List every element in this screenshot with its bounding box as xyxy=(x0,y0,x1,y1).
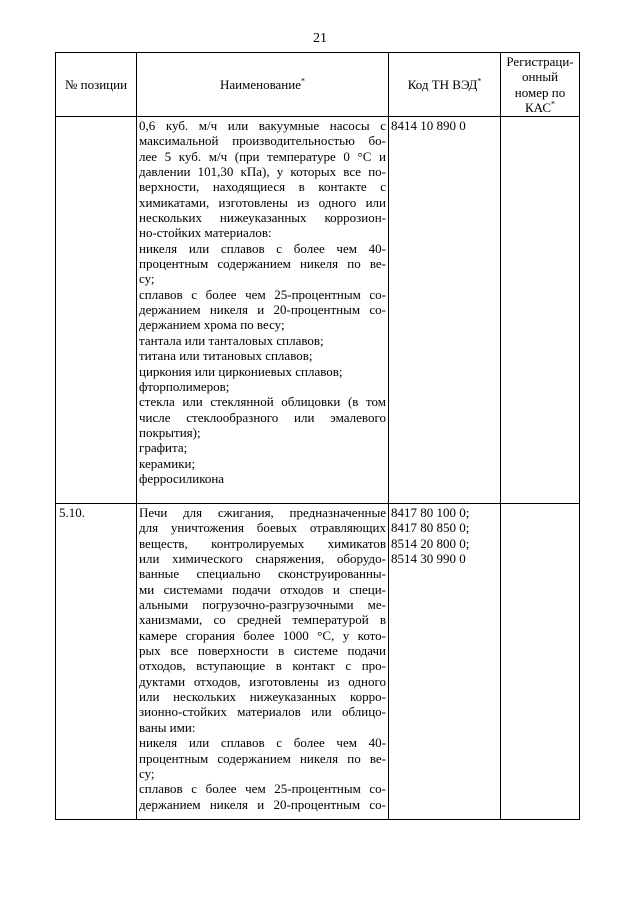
name-text-line: процентным содержанием никеля по ве- xyxy=(139,750,386,766)
name-text-line: максимальной производительностью бо- xyxy=(139,133,386,149)
kas-cell xyxy=(501,504,580,820)
name-text-line: ванные специально сконструированны- xyxy=(139,566,386,582)
name-text-line: титана или титановых сплавов; xyxy=(139,348,313,364)
name-text-line: циркония или циркониевых сплавов; xyxy=(139,363,343,379)
name-text-line: су; xyxy=(139,271,155,287)
name-text-line: графита; xyxy=(139,440,188,456)
position-cell: 5.10. xyxy=(56,504,137,820)
table-row xyxy=(56,117,580,504)
position-cell xyxy=(56,117,137,504)
name-text-line: никеля или сплавов с более чем 40- xyxy=(139,735,386,751)
name-text-line: покрытия); xyxy=(139,424,201,440)
code-cell xyxy=(389,504,501,820)
page-number: 21 xyxy=(313,31,327,46)
name-text-line: или нескольких нижеуказанных корро- xyxy=(139,689,386,705)
name-text-line: процентным содержанием никеля по ве- xyxy=(139,256,386,272)
name-text-line: для уничтожения боевых отравляющих xyxy=(139,520,386,536)
table-row xyxy=(56,504,580,820)
goods-table xyxy=(55,52,580,820)
name-text-line: сплавов с более чем 25-процентным со- xyxy=(139,781,386,797)
name-text-line: давлении 101,30 кПа), у которых все по- xyxy=(139,164,386,180)
name-text-line: тантала или танталовых сплавов; xyxy=(139,332,324,348)
footnote-mark: * xyxy=(477,76,482,86)
name-text-line: стекла или стеклянной облицовки (в том xyxy=(139,394,386,410)
header-kas: Регистраци- онный номер по КАС* xyxy=(501,53,580,117)
name-text-line: отходов, вступающие в контакт с про- xyxy=(139,658,386,674)
name-text-line: альными погрузочно-разгрузочными ме- xyxy=(139,597,386,613)
header-position: № позиции xyxy=(56,53,137,117)
code-cell xyxy=(389,117,501,504)
name-text-line: числе стеклообразного или эмалевого xyxy=(139,409,386,425)
name-text-line: веществ, контролируемых химикатов xyxy=(139,535,386,551)
name-text-line: дуктами отходов, изготовлены из одного xyxy=(139,673,386,689)
header-code: Код ТН ВЭД* xyxy=(389,53,501,117)
tn-ved-code: 8514 30 990 0 xyxy=(391,551,466,567)
name-text-line: ферросиликона xyxy=(139,470,225,486)
name-text-line: рых все поверхности в системе подачи xyxy=(139,643,386,659)
name-text-line: держанием хрома по весу; xyxy=(139,317,285,333)
name-text-line: ми системами подачи отходов и специ- xyxy=(139,581,386,597)
table-header-row xyxy=(56,53,580,117)
tn-ved-code: 8417 80 100 0; xyxy=(391,505,470,520)
name-cell xyxy=(137,504,389,820)
name-text-line: химикатами, изготовлены из одного или xyxy=(139,194,386,210)
header-name: Наименование* xyxy=(137,53,389,117)
name-text-line: ваны ими: xyxy=(139,719,196,735)
name-text-line: держанием никеля и 20-процентным со- xyxy=(139,302,386,318)
name-text-line: верхности, находящиеся в контакте с xyxy=(139,179,386,195)
tn-ved-code: 8414 10 890 0 xyxy=(391,118,466,133)
name-text-line: су; xyxy=(139,765,155,781)
name-text-line: или химического снаряжения, оборудо- xyxy=(139,551,386,567)
name-text-line: нескольких нижеуказанных коррозион- xyxy=(139,210,386,226)
name-text-line: керамики; xyxy=(139,455,196,471)
footnote-mark: * xyxy=(551,99,556,109)
name-text-line: Печи для сжигания, предназначенные xyxy=(139,505,386,520)
name-text-line: держанием никеля и 20-процентным со- xyxy=(139,796,386,812)
name-text-line: фторполимеров; xyxy=(139,378,230,394)
name-text-line: лее 5 куб. м/ч (при температуре 0 °С и xyxy=(139,148,386,164)
kas-cell xyxy=(501,117,580,504)
name-text-line: но-стойких материалов: xyxy=(139,225,272,241)
name-text-line: зионно-стойких материалов или облицо- xyxy=(139,704,386,720)
name-text-line: сплавов с более чем 25-процентным со- xyxy=(139,286,386,302)
name-cell xyxy=(137,117,389,504)
tn-ved-code: 8417 80 850 0; xyxy=(391,520,470,536)
name-text-line: 0,6 куб. м/ч или вакуумные насосы с xyxy=(139,118,386,133)
name-text-line: камере сгорания более 1000 °С, у кото- xyxy=(139,627,386,643)
tn-ved-code: 8514 20 800 0; xyxy=(391,535,470,551)
name-text-line: ханизмами, со средней температурой в xyxy=(139,612,386,628)
footnote-mark: * xyxy=(301,76,305,86)
name-text-line: никеля или сплавов с более чем 40- xyxy=(139,240,386,256)
